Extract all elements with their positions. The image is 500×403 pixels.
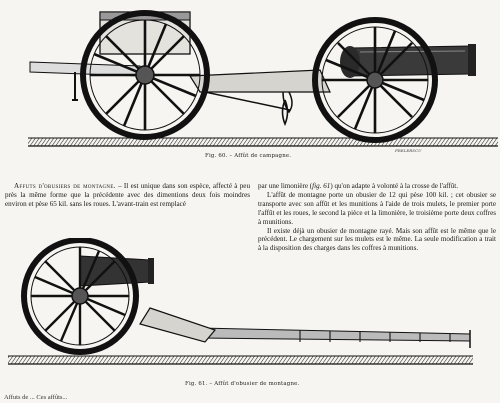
figure-reference: fig. 61 xyxy=(312,182,331,190)
right-p1-b: ) qu'on adapte à volonté à la crosse de l'affût. xyxy=(330,182,459,190)
right-p3: Il existe déjà un obusier de montagne rayé. Mais son affût est le même que le précédent. Le chargement sur les mulets est le même. La seule modification a trait à la disposition des charges dans les coffres à munitions. xyxy=(258,226,496,253)
howitzer-wheel xyxy=(24,240,136,352)
figure-field-carriage xyxy=(0,0,500,165)
cut-off-footer-text: Affuts de ... Ces affûts... xyxy=(4,394,68,401)
right-p1-a: par une limonière ( xyxy=(258,182,313,190)
limber-wheel xyxy=(83,13,207,137)
figure-caption-top: Fig. 60. – Affût de campagne. xyxy=(205,153,292,159)
section-heading: Affuts d'obusiers de montagne. xyxy=(14,182,116,190)
left-body: – Il est unique dans son espèce, affecté à peu près la même forme que la précédente avec des dimentions deux fois moindres environ et pèse 65 kil. sans les roues. L'avant-train est remplacé xyxy=(5,182,250,208)
carriage-trail xyxy=(190,70,330,112)
figure-mountain-carriage xyxy=(0,238,500,378)
gun-wheel xyxy=(315,20,435,140)
figure-caption-bottom: Fig. 61. – Affût d'obusier de montagne. xyxy=(185,381,300,387)
limber-shafts xyxy=(140,308,470,348)
engraver-signature: FRELERSCU xyxy=(395,148,422,153)
ground-strip-bottom xyxy=(8,356,473,364)
right-p2: L'affût de montagne porte un obusier de 12 qui pèse 100 kil. ; cet obusier se transporte avec son affût et les munitions à l'aide de trois mulets, le premier porte l'affût et les roues, le second la pièce et la limonière, le troisième porte deux coffres à munitions. xyxy=(258,190,496,226)
ground-strip xyxy=(28,138,498,146)
text-column-left xyxy=(5,182,250,209)
